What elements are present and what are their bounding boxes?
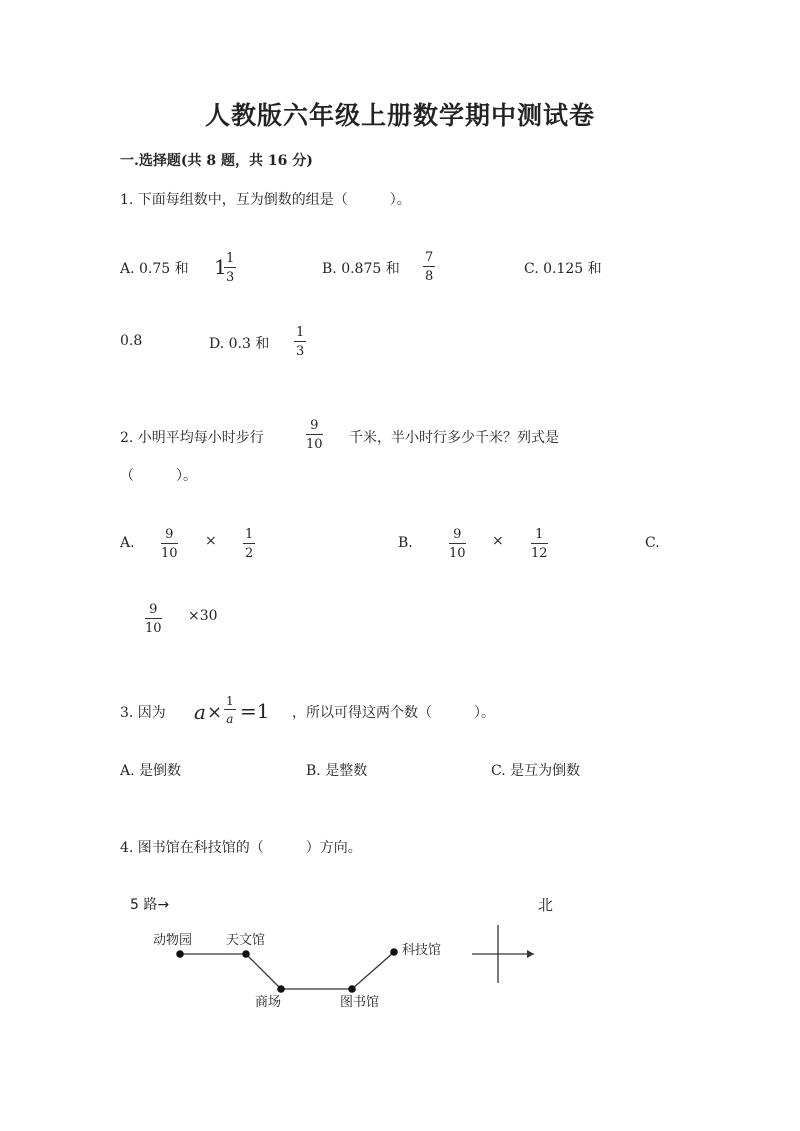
q2-option-b-label: B. — [398, 535, 413, 551]
question-3-stem-continued: ，所以可得这两个数（ ）。 — [292, 705, 495, 721]
denominator: 2 — [245, 546, 254, 561]
numerator: 1 — [296, 325, 305, 340]
denominator: 3 — [226, 270, 235, 285]
q1-option-a-text: A. 0.75 和 — [120, 261, 189, 277]
denominator: 10 — [145, 621, 162, 636]
q2-option-c-times: ×30 — [188, 608, 218, 624]
question-1-stem: 1. 下面每组数中，互为倒数的组是（ ）。 — [120, 192, 411, 208]
q3-option-c: C. 是互为倒数 — [491, 763, 581, 779]
numerator: 1 — [226, 251, 235, 266]
denominator: 12 — [531, 546, 548, 561]
q3-option-b: B. 是整数 — [306, 763, 368, 779]
q1-option-c-continued: 0.8 — [120, 333, 143, 349]
north-label: 北 — [538, 896, 554, 914]
zoo-point — [176, 950, 184, 958]
numerator: 1 — [226, 694, 234, 708]
numerator: 9 — [149, 602, 158, 617]
q3-math-equals: =1 — [240, 699, 270, 723]
numerator: 1 — [245, 527, 254, 542]
compass-arrow-icon — [527, 950, 534, 958]
question-3-stem: 3. 因为 — [120, 705, 166, 721]
library-point — [348, 985, 356, 993]
zoo-label: 动物园 — [153, 933, 193, 948]
library-label: 图书馆 — [340, 995, 380, 1010]
q3-math-times: × — [207, 702, 223, 723]
science-museum-point — [390, 948, 398, 956]
denominator: 8 — [425, 269, 434, 284]
question-2-stem-line2: （ ）。 — [120, 468, 197, 484]
numerator: 9 — [453, 527, 462, 542]
page-title: 人教版六年级上册数学期中测试卷 — [204, 101, 595, 130]
q3-math-a: a — [194, 700, 206, 724]
denominator: 10 — [306, 437, 323, 452]
q3-option-a: A. 是倒数 — [120, 763, 182, 779]
q1-option-b-text: B. 0.875 和 — [322, 261, 400, 277]
question-4-stem: 4. 图书馆在科技馆的（ ）方向。 — [120, 840, 362, 856]
numerator: 9 — [165, 527, 174, 542]
numerator: 1 — [535, 527, 544, 542]
q1-option-c-text: C. 0.125 和 — [524, 261, 602, 277]
q2-option-a-label: A. — [120, 535, 135, 551]
q2-option-a-times: × — [205, 533, 217, 549]
denominator: a — [226, 712, 234, 726]
numerator: 7 — [425, 250, 434, 265]
denominator: 10 — [449, 546, 466, 561]
numerator: 9 — [310, 418, 319, 433]
route-label: 5 路→ — [130, 897, 170, 913]
question-2-stem: 2. 小明平均每小时步行 — [120, 430, 264, 446]
q1-option-a-whole: 1 — [214, 255, 227, 279]
q2-option-b-times: × — [492, 533, 504, 549]
denominator: 10 — [161, 546, 178, 561]
planetarium-point — [242, 950, 250, 958]
planetarium-label: 天文馆 — [226, 933, 266, 948]
denominator: 3 — [296, 344, 305, 359]
mall-point — [277, 985, 285, 993]
mall-label: 商场 — [255, 995, 282, 1010]
section-heading: 一.选择题(共 8 题，共 16 分) — [120, 153, 313, 169]
q2-option-c-label: C. — [645, 535, 660, 551]
bus-route-line — [180, 952, 394, 989]
q1-option-d-text: D. 0.3 和 — [209, 336, 270, 352]
science-museum-label: 科技馆 — [402, 943, 442, 958]
question-2-stem-continued: 千米，半小时行多少千米？列式是 — [349, 430, 559, 446]
